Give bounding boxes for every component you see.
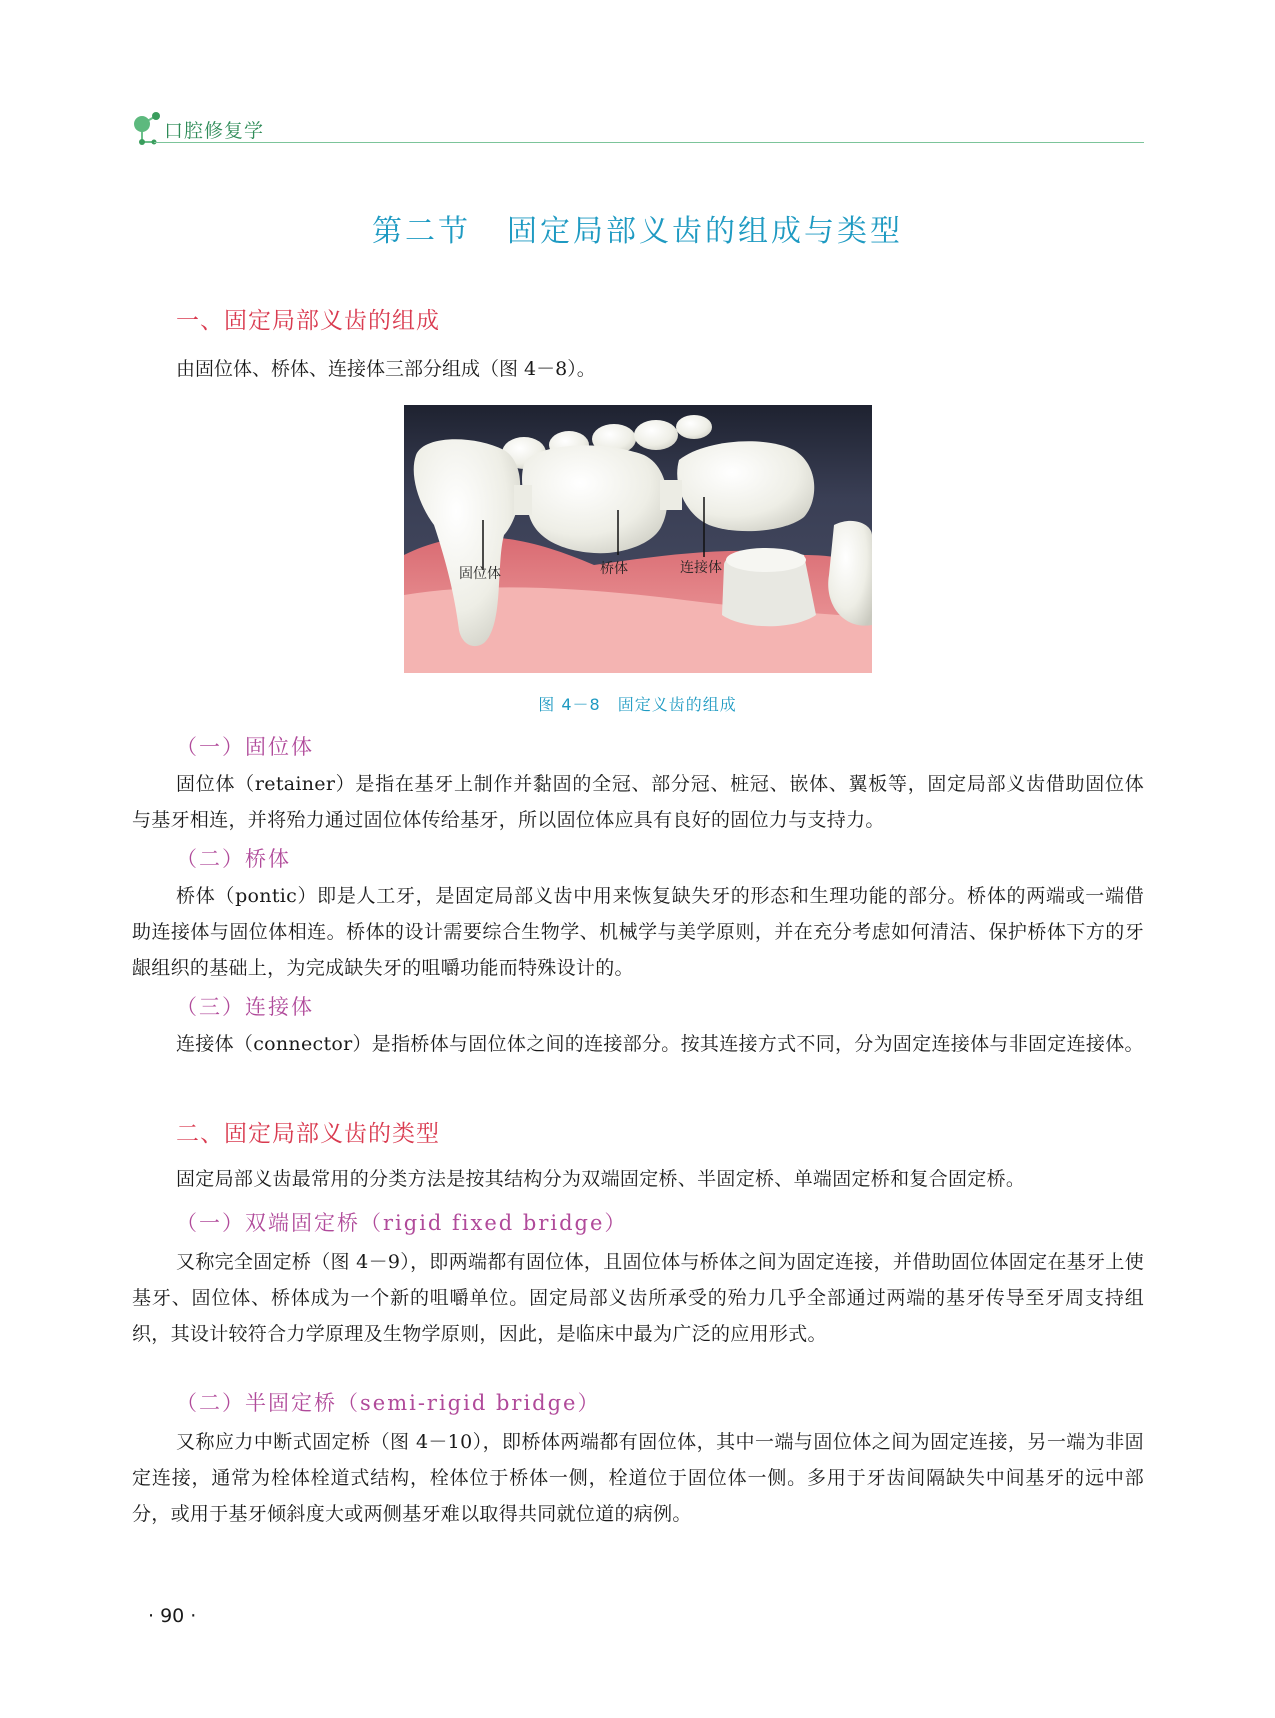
label-connector: 连接体 (680, 560, 722, 576)
part1-sub3-heading: （三）连接体 (176, 995, 314, 1019)
label-retainer: 固位体 (459, 566, 501, 582)
page-number: · 90 · (148, 1605, 197, 1627)
section-title (0, 206, 1275, 250)
figure-bridge-composition (404, 405, 872, 673)
part2-sub2-text: 又称应力中断式固定桥（图 4－10），即桥体两端都有固位体，其中一端与固位体之间为固定连接，另一端为非固定连接，通常为栓体栓道式结构，栓体位于桥体一侧，栓道位于固位体一侧。多用于牙齿间隔缺失中间基牙的远中部分，或用于基牙倾斜度大或两侧基牙难以取得共同就位道的病例。 (132, 1431, 1144, 1525)
running-header (128, 106, 1144, 146)
header-rule (154, 142, 1144, 143)
part2-sub2-heading: （二）半固定桥（semi-rigid bridge） (176, 1391, 601, 1415)
part2-intro: 固定局部义齿最常用的分类方法是按其结构分为双端固定桥、半固定桥、单端固定桥和复合固定桥。 (176, 1168, 1026, 1190)
part1-heading: 一、固定局部义齿的组成 (176, 308, 440, 334)
part1-sub1-text: 固位体（retainer）是指在基牙上制作并黏固的全冠、部分冠、桩冠、嵌体、翼板等，固定局部义齿借助固位体与基牙相连，并将殆力通过固位体传给基牙，所以固位体应具有良好的固位力与支持力。 (132, 773, 1144, 831)
molecule-logo-icon (128, 110, 162, 146)
label-pontic: 桥体 (600, 561, 628, 577)
book-title: 口腔修复学 (164, 120, 265, 142)
part1-intro: 由固位体、桥体、连接体三部分组成（图 4－8）。 (176, 358, 596, 380)
part1-sub3-text: 连接体（connector）是指桥体与固位体之间的连接部分。按其连接方式不同，分为固定连接体与非固定连接体。 (176, 1033, 1144, 1055)
figure-caption: 图 4－8 固定义齿的组成 (538, 695, 737, 714)
dental-bridge-illustration (404, 405, 872, 673)
part2-sub1-heading: （一）双端固定桥（rigid fixed bridge） (176, 1211, 628, 1235)
part1-sub2-heading: （二）桥体 (176, 847, 291, 871)
section-heading: 固定局部义齿的组成与类型 (507, 214, 903, 249)
part1-sub2-text: 桥体（pontic）即是人工牙，是固定局部义齿中用来恢复缺失牙的形态和生理功能的部分。桥体的两端或一端借助连接体与固位体相连。桥体的设计需要综合生物学、机械学与美学原则，并在充分考虑如何清洁、保护桥体下方的牙龈组织的基础上，为完成缺失牙的咀嚼功能而特殊设计的。 (132, 885, 1144, 979)
part2-heading: 二、固定局部义齿的类型 (176, 1121, 440, 1147)
section-number: 第二节 (372, 214, 471, 249)
part1-sub1-heading: （一）固位体 (176, 735, 314, 759)
part2-sub1-text: 又称完全固定桥（图 4－9），即两端都有固位体，且固位体与桥体之间为固定连接，并借助固位体固定在基牙上使基牙、固位体、桥体成为一个新的咀嚼单位。固定局部义齿所承受的殆力几乎全部通过两端的基牙传导至牙周支持组织，其设计较符合力学原理及生物学原则，因此，是临床中最为广泛的应用形式。 (132, 1251, 1144, 1345)
